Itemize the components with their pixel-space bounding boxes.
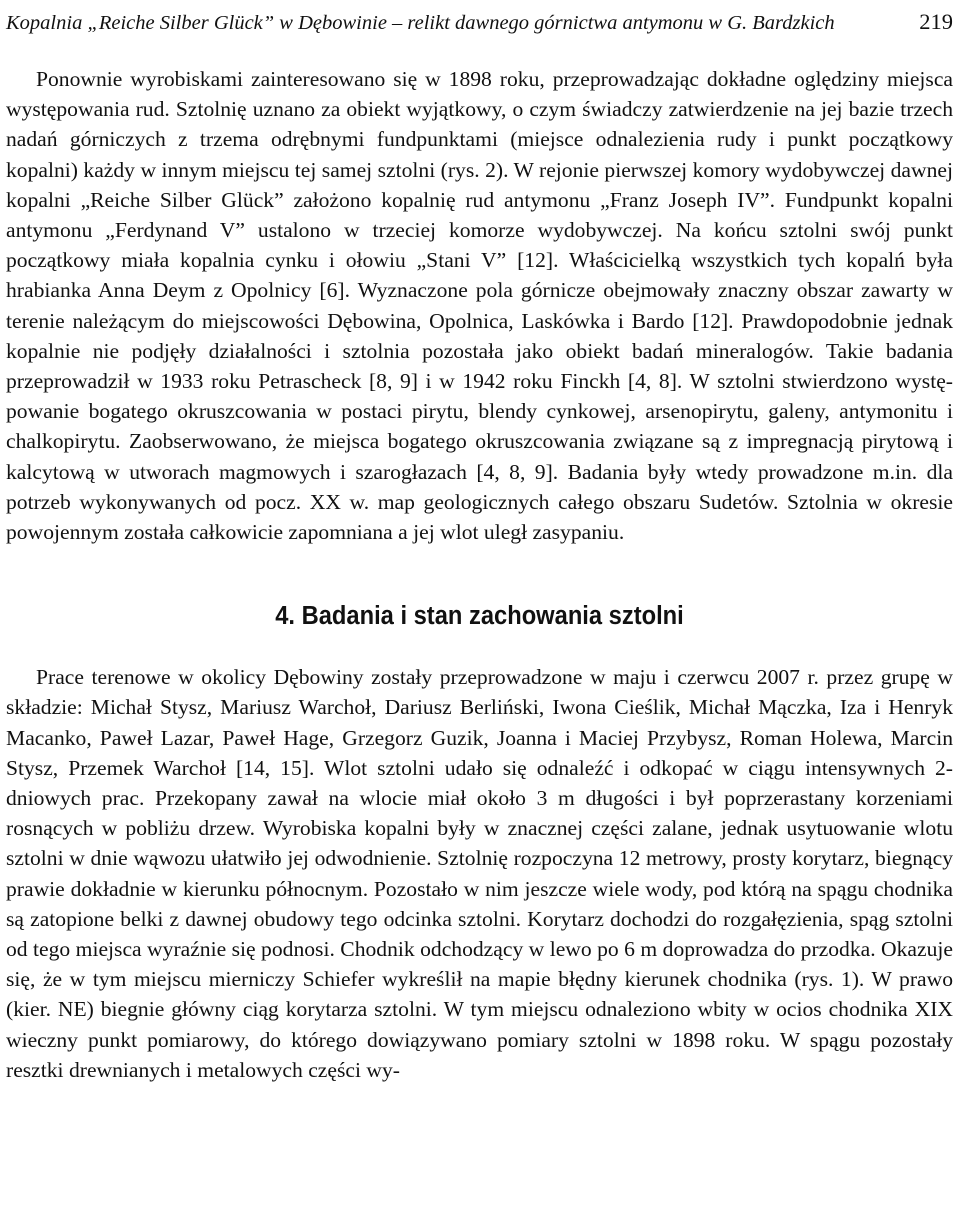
body-paragraph-2: Prace terenowe w okolicy Dębowiny zostały przeprowadzone w maju i czerwcu 2007 r. przez grupę w składzie: Michał Stysz, Mariusz Warchoł, Dariusz Berliński, Iwona Cieślik, Michał Mączka, Iza i Henryk Macanko, Paweł Lazar, Paweł Hage, Grzegorz Guzik, Joanna i Maciej Przybysz, Roman Holewa, Marcin Stysz, Przemek Warchoł [14, 15]. Wlot sztolni udało się odnaleźć i odkopać w ciągu intensywnych 2-dniowych prac. Przekopany zawał na wlocie miał około 3 m długości i był poprzerastany korzeniami rosnących w pobliżu drzew. Wyrobiska kopalni były w znacznej części zalane, jednak usytuowanie wlotu sztolni w dnie wąwozu ułatwiło jej odwodnienie. Sztolnię rozpoczyna 12 metrowy, prosty korytarz, biegnący prawie dokładnie w kierunku północnym. Pozostało w nim jeszcze wiele wody, pod którą na spągu chodnika są zatopione belki z dawnej obudowy tego odcinka sztolni. Korytarz dochodzi do rozgałęzienia, spąg sztolni od tego miejsca wyraźnie się podnosi. Chodnik odchodzący w lewo po 6 m doprowadza do przodka. Okazuje się, że w tym miejscu mierniczy Schiefer wykreślił na mapie błędny kierunek chodnika (rys. 1). W prawo (kier. NE) biegnie główny ciąg korytarza sztolni. W tym miejscu odnaleziono wbity w ocios chodnika XIX wieczny punkt pomiarowy, do którego dowiązywano pomiary sztolni w 1898 roku. W spągu pozostały resztki drewnianych i metalowych części wy- — [6, 665, 953, 1082]
running-header — [6, 2, 953, 42]
running-header-title: Kopalnia „Reiche Silber Glück” w Dębowinie – relikt dawnego górnictwa antymonu w G. Bardzkich — [6, 12, 835, 34]
body-paragraph-1: Ponownie wyrobiskami zainteresowano się w 1898 roku, przeprowadzając dokładne oględziny miejsca występowania rud. Sztolnię uznano za obiekt wyjątkowy, o czym świadczy zatwierdzenie na jej bazie trzech nadań górniczych z trzema odrębnymi fundpunktami (miejsce odnalezienia rudy i punkt początkowy kopalni) każdy w innym miejscu tej samej sztolni (rys. 2). W rejonie pierwszej komory wydobywczej dawnej kopalni „Reiche Silber Glück” założono kopalnię rud antymonu „Franz Joseph IV”. Fundpunkt kopalni antymonu „Ferdynand V” ustalono w trzeciej komorze wydobywczej. Na końcu sztolni swój punkt początkowy miała kopalnia cynku i ołowiu „Stani V” [12]. Właścicielką wszystkich tych kopalń była hrabianka Anna Deym z Opolnicy [6]. Wyznaczone pola górnicze obejmowały znaczny obszar zawarty w terenie należącym do miejscowości Dębowina, Opolnica, Laskówka i Bardo [12]. Prawdopodobnie jednak kopalnie nie podjęły działalności i sztolnia pozostała jako obiekt badań mineralogów. Takie badania przeprowadził w 1933 roku Petrascheck [8, 9] i w 1942 roku Finckh [4, 8]. W sztolni stwierdzono występowanie bogatego okruszcowania w postaci pirytu, blendy cynkowej, arsenopirytu, galeny, antymonitu i chalkopirytu. Zaobserwowano, że miejsca bogatego okruszcowania związane są z impregnacją pirytową i kalcytową w utworach magmowych i szarogłazach [4, 8, 9]. Badania były wtedy prowadzone m.in. dla potrzeb wykonywanych od pocz. XX w. map geologicznych całego obszaru Sudetów. Sztolnia w okresie powojennym została całkowicie zapomniana a jej wlot uległ zasypaniu. — [6, 67, 953, 545]
section-heading: 4. Badania i stan zachowania sztolni — [275, 602, 684, 631]
document-page — [6, 0, 953, 1085]
page-number: 219 — [919, 9, 953, 34]
